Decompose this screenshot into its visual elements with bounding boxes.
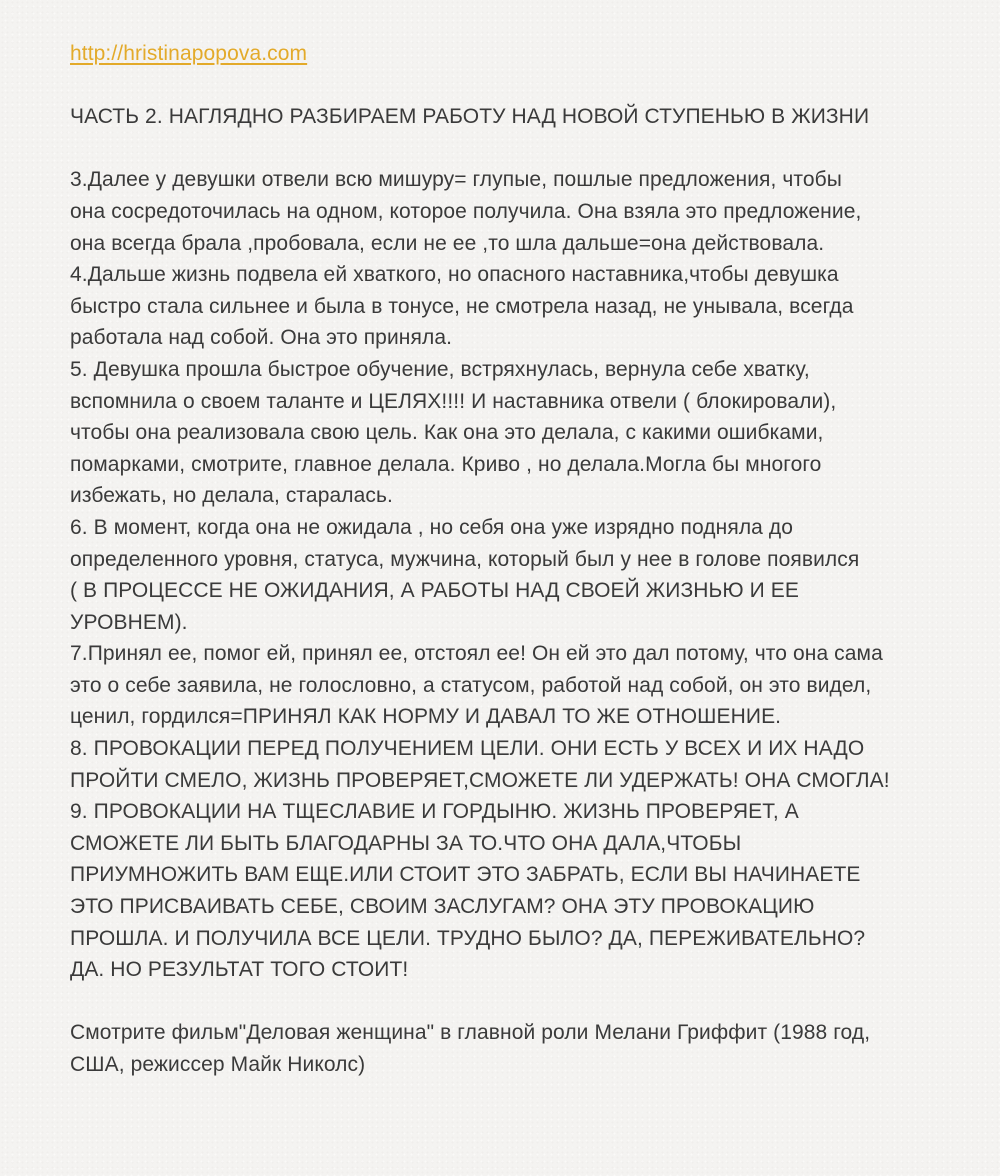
body-line: 4.Дальше жизнь подвела ей хваткого, но опасного наставника,чтобы девушка <box>70 263 839 287</box>
body-line: ДА. НО РЕЗУЛЬТАТ ТОГО СТОИТ! <box>70 958 409 982</box>
body-line: вспомнила о своем таланте и ЦЕЛЯХ!!!! И наставника отвели ( блокировали), <box>70 389 837 413</box>
website-link[interactable]: http://hristinapopova.com <box>70 42 308 65</box>
body-line: работала над собой. Она это приняла. <box>70 326 453 350</box>
body-line: ПРИУМНОЖИТЬ ВАМ ЕЩЕ.ИЛИ СТОИТ ЭТО ЗАБРАТЬ, ЕСЛИ ВЫ НАЧИНАЕТЕ <box>70 863 861 887</box>
body-line: она всегда брала ,пробовала, если не ее ,то шла дальше=она действовала. <box>70 231 825 255</box>
blank-line <box>70 986 950 1018</box>
body-line: УРОВНЕМ). <box>70 610 188 634</box>
footer-line: Смотрите фильм"Деловая женщина" в главной роли Мелани Гриффит (1988 год, <box>70 1021 871 1045</box>
part-heading: ЧАСТЬ 2. НАГЛЯДНО РАЗБИРАЕМ РАБОТУ НАД НОВОЙ СТУПЕНЬЮ В ЖИЗНИ <box>70 105 870 129</box>
body-line: 6. В момент, когда она не ожидала , но себя она уже изрядно подняла до <box>70 515 794 539</box>
body-line: чтобы она реализовала свою цель. Как она это делала, с какими ошибками, <box>70 421 824 445</box>
body-line: 5. Девушка прошла быстрое обучение, встряхнулась, вернула себе хватку, <box>70 357 810 381</box>
footer-line: США, режиссер Майк Николс) <box>70 1053 366 1076</box>
body-line: 9. ПРОВОКАЦИИ НА ТЩЕСЛАВИЕ И ГОРДЫНЮ. ЖИЗНЬ ПРОВЕРЯЕТ, А <box>70 800 799 824</box>
body-line: определенного уровня, статуса, мужчина, который был у нее в голове появился <box>70 547 860 571</box>
body-line: она сосредоточилась на одном, которое получила. Она взяла это предложение, <box>70 199 862 223</box>
body-line: помарками, смотрите, главное делала. Криво , но делала.Могла бы многого <box>70 452 822 476</box>
body-line: ПРОЙТИ СМЕЛО, ЖИЗНЬ ПРОВЕРЯЕТ,СМОЖЕТЕ ЛИ УДЕРЖАТЬ! ОНА СМОГЛА! <box>70 768 890 792</box>
body-line: ценил, гордился=ПРИНЯЛ КАК НОРМУ И ДАВАЛ ТО ЖЕ ОТНОШЕНИЕ. <box>70 705 782 729</box>
blank-line <box>70 70 950 102</box>
note-document <box>70 38 950 1081</box>
body-line: ЭТО ПРИСВАИВАТЬ СЕБЕ, СВОИМ ЗАСЛУГАМ? ОНА ЭТУ ПРОВОКАЦИЮ <box>70 895 815 919</box>
body-line: избежать, но делала, старалась. <box>70 484 393 508</box>
body-line: это о себе заявила, не голословно, а статусом, работой над собой, он это видел, <box>70 673 872 697</box>
body-line: 8. ПРОВОКАЦИИ ПЕРЕД ПОЛУЧЕНИЕМ ЦЕЛИ. ОНИ ЕСТЬ У ВСЕХ И ИХ НАДО <box>70 737 865 761</box>
blank-line <box>70 133 950 165</box>
body-line: СМОЖЕТЕ ЛИ БЫТЬ БЛАГОДАРНЫ ЗА ТО.ЧТО ОНА ДАЛА,ЧТОБЫ <box>70 831 742 855</box>
body-line: 3.Далее у девушки отвели всю мишуру= глупые, пошлые предложения, чтобы <box>70 168 843 192</box>
body-line: ПРОШЛА. И ПОЛУЧИЛА ВСЕ ЦЕЛИ. ТРУДНО БЫЛО? ДА, ПЕРЕЖИВАТЕЛЬНО? <box>70 926 866 950</box>
body-line: быстро стала сильнее и была в тонусе, не смотрела назад, не унывала, всегда <box>70 294 854 318</box>
body-line: 7.Принял ее, помог ей, принял ее, отстоял ее! Он ей это дал потому, что она сама <box>70 642 883 666</box>
body-line: ( В ПРОЦЕССЕ НЕ ОЖИДАНИЯ, А РАБОТЫ НАД СВОЕЙ ЖИЗНЬЮ И ЕЕ <box>70 579 800 603</box>
